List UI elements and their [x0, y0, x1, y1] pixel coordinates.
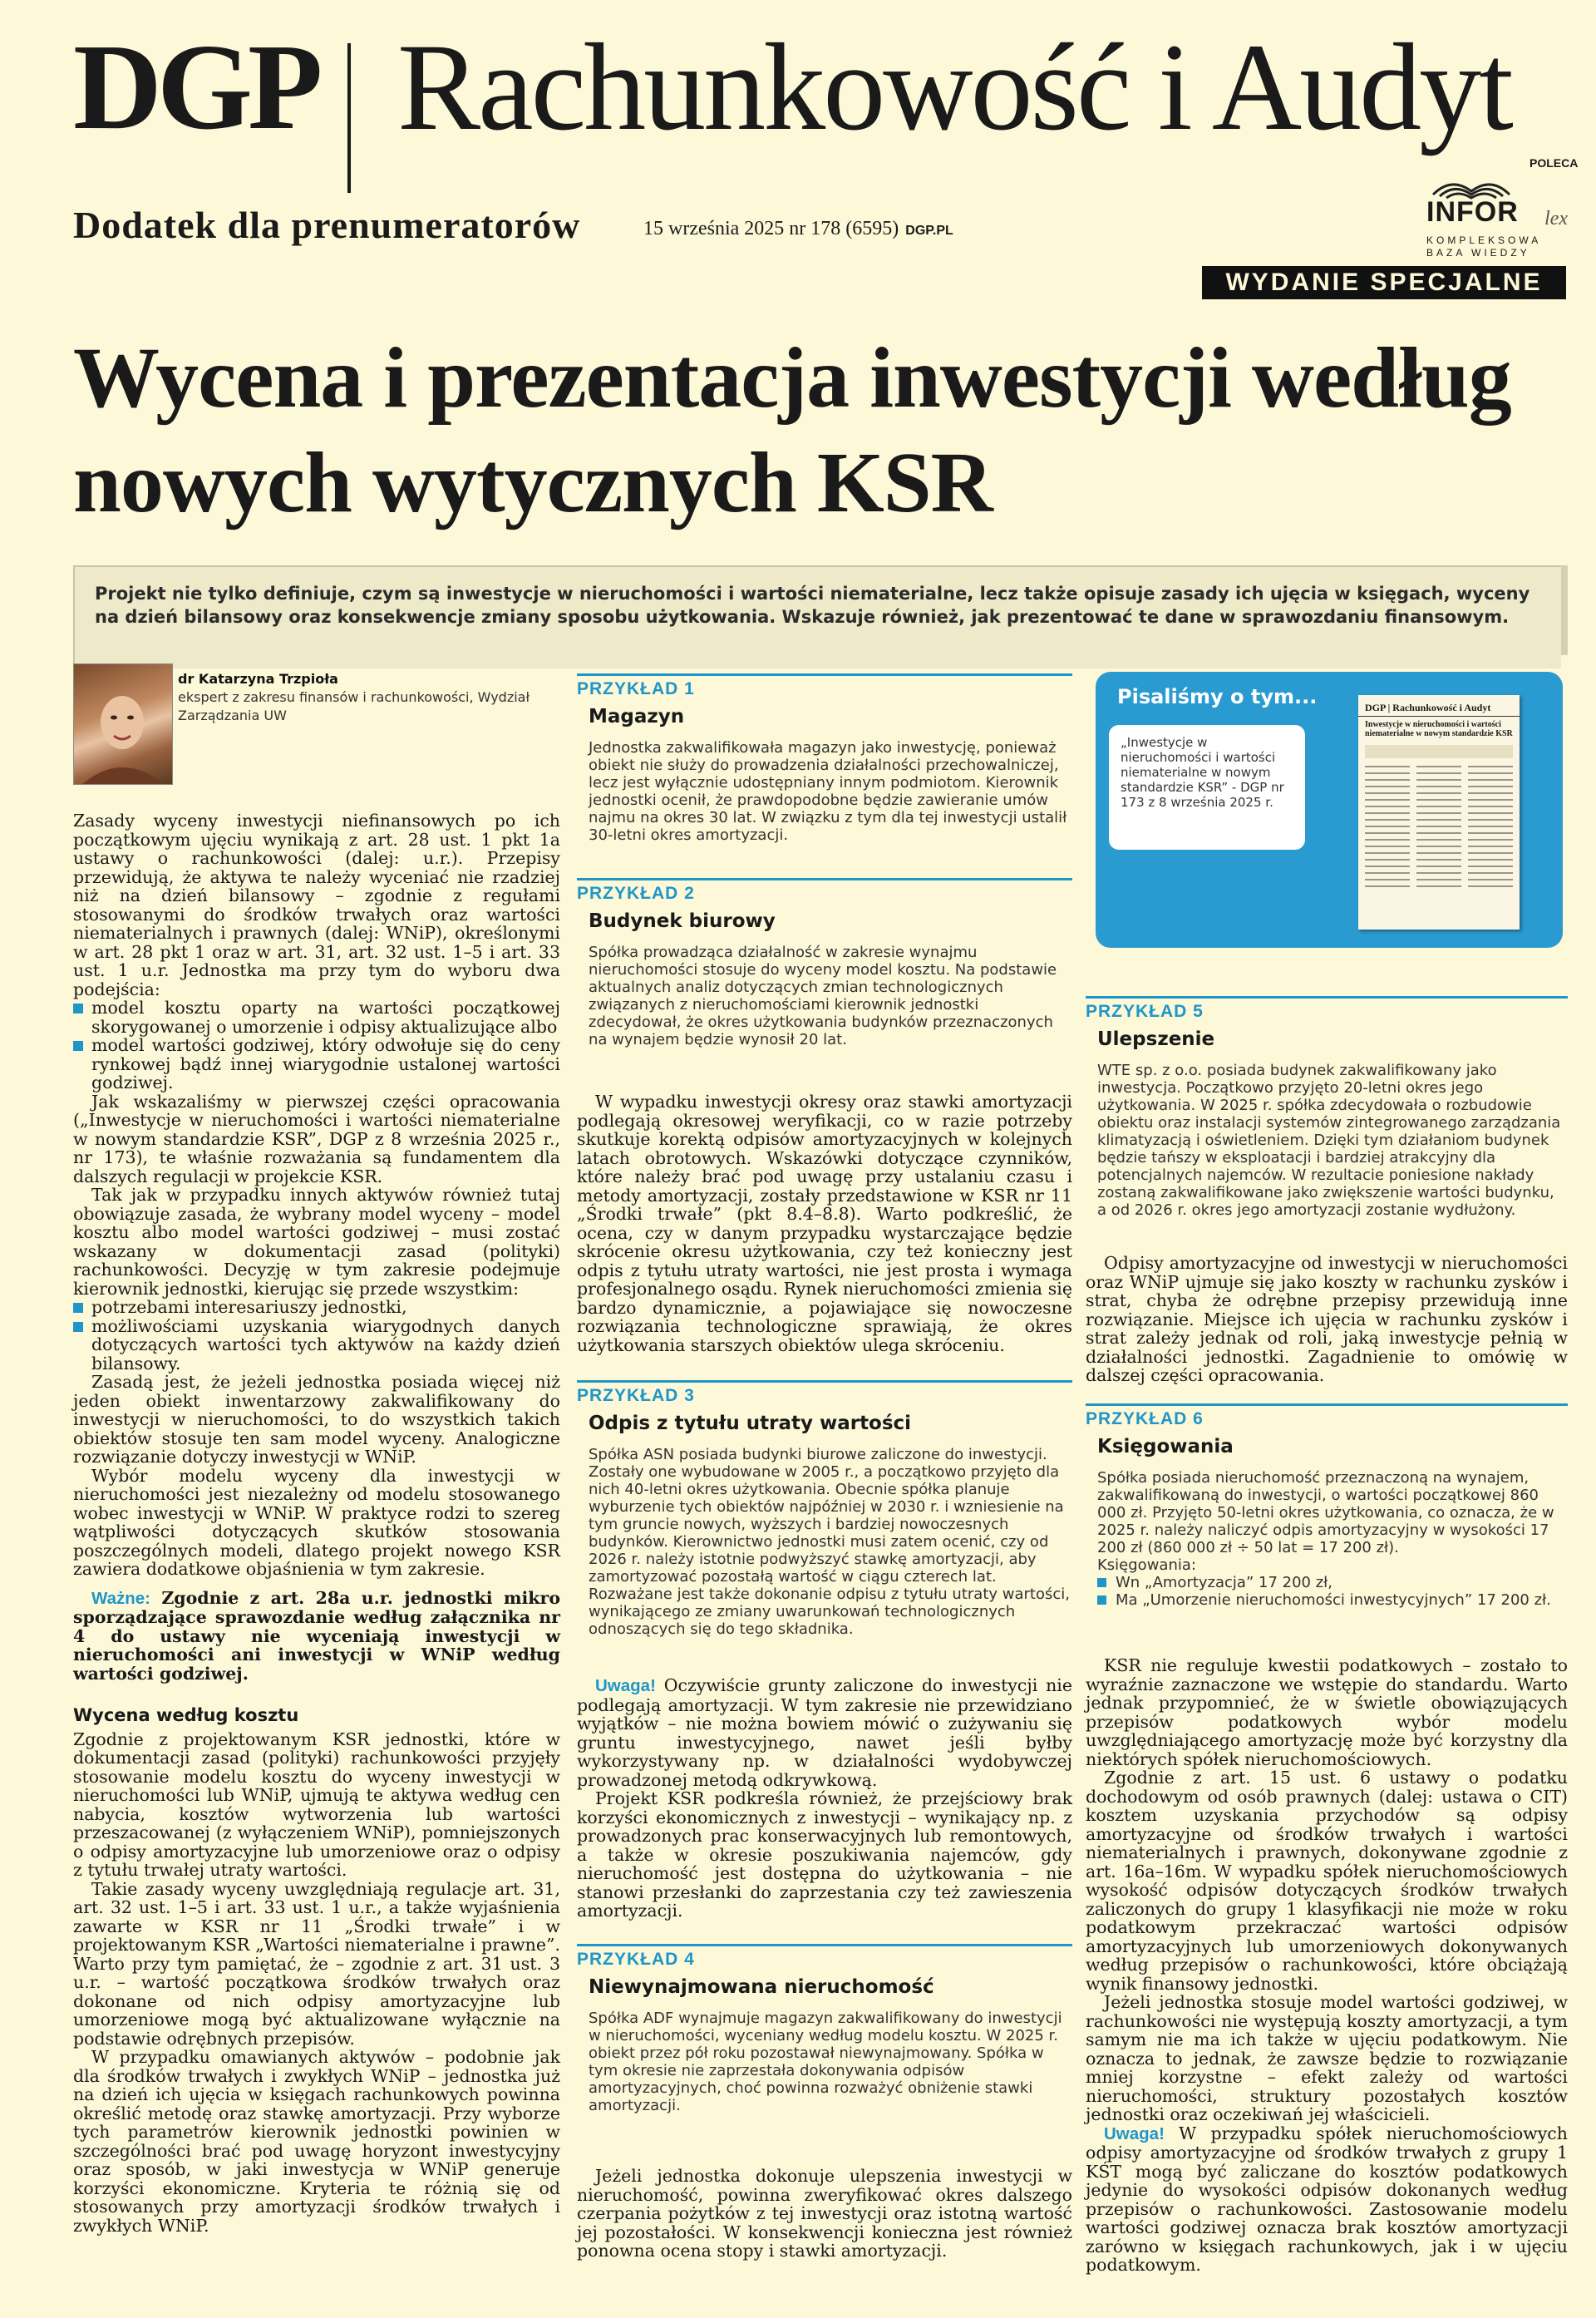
- author-photo: [73, 663, 173, 785]
- bookings-label: Księgowania:: [1097, 1556, 1196, 1574]
- bookings-list: [1097, 1574, 1568, 1609]
- paragraph: Zasadą jest, że jeżeli jednostka posiada więcej niż jeden obiekt inwentarzowy zakwalifikowany do inwestycji w nieruchomości, to do wszystkich takich obiektów stosuje ten sam model wyceny. Analogiczne rozwiązanie dotyczy inwestycji w WNiP.: [73, 1372, 560, 1467]
- paragraph: Wybór modelu wyceny dla inwestycji w nieruchomości jest niezależny od modelu stosowanego wobec inwestycji w WNiP. W praktyce rodzi to szereg wątpliwości dotyczących skutków stosowania poszczególnych modeli, dlatego projekt nowego KSR zawiera dodatkowe objaśnienia w tym zakresie.: [73, 1465, 560, 1579]
- author-info: [178, 670, 544, 725]
- warning-label: Uwaga!: [595, 1676, 656, 1695]
- example-title: Księgowania: [1097, 1436, 1234, 1457]
- column-3-text-1: [1086, 1254, 1568, 1385]
- section-title: Rachunkowość i Audyt: [397, 18, 1511, 156]
- example-body: Jednostka zakwalifikowała magazyn jako inwestycję, ponieważ obiekt nie służy do prowadzenia działalności przechowalniczej, lecz jest wyłącznie udostępniany innym podmiotom. Kierownik jednostki ocenił, że prawdopodobne będzie zawieranie umów najmu na okres 30 lat. W związku z tym dla tej inwestycji ustalił 30-letni okres amortyzacji.: [589, 739, 1067, 844]
- poleca-label: POLECA: [1530, 156, 1579, 170]
- list-item: potrzebami interesariuszy jednostki,: [73, 1298, 560, 1317]
- issue-info: [643, 218, 953, 240]
- list-item: model wartości godziwej, który odwołuje się do ceny rynkowej bądź innej wiarygodnie ustalonej wartości godziwej.: [73, 1036, 560, 1092]
- paragraph: Jak wskazaliśmy w pierwszej części opracowania („Inwestycje w nieruchomości i wartości niematerialne w nowym standardzie KSR”, DGP z 8 września 2025 r., nr 173), te właśnie rozważania są fundamentem dla dalszych regulacji w projekcie KSR.: [73, 1091, 560, 1186]
- cover-title: DGP | Rachunkowość i Audyt: [1358, 695, 1520, 717]
- booking-item: Ma „Umorzenie nieruchomości inwestycyjnych” 17 200 zł.: [1097, 1591, 1568, 1609]
- author-name: dr Katarzyna Trzpioła: [178, 671, 338, 687]
- example-4: [577, 1944, 1072, 2114]
- promo-note: „Inwestycje w nieruchomości i wartości niematerialne w nowym standardzie KSR” - DGP nr 173 z 8 września 2025 r.: [1109, 725, 1305, 850]
- paragraph: W przypadku omawianych aktywów – podobnie jak dla środków trwałych i zwykłych WNiP – jednostka już na dzień ich ujęcia w księgach rachunkowych powinna określić metodę oraz stawkę amortyzacji. Przy wyborze tych parametrów kierownik jednostki powinien w szczególności brać pod uwagę horyzont inwestycyjny oraz sposób, w jaki inwestycja w WNiP generuje korzyści ekonomiczne. Kryteria te różnią się od stosowanych przy amortyzacji środków trwałych i zwykłych WNiP.: [73, 2047, 560, 2236]
- list-item: model kosztu oparty na wartości początkowej skorygowanej o umorzenie i odpisy aktualizujące albo: [73, 999, 560, 1036]
- booking-item: Wn „Amortyzacja” 17 200 zł,: [1097, 1574, 1568, 1591]
- example-label: PRZYKŁAD 2: [577, 878, 1072, 904]
- paragraph: Zgodnie z art. 15 ust. 6 ustawy o podatku dochodowym od osób prawnych (dalej: ustawa o CIT) kosztem uzyskania przychodów są odpisy amortyzacyjne od środków trwałych i wartości niematerialnych i prawnych, dokonywane zgodnie z art. 16a–16m. W wypadku spółek nieruchomościowych wysokość odpisów dotyczących środków trwałych zaliczonych do grupy 1 klasyfikacji nie może w roku podatkowym przekraczać wartości odpisów amortyzacyjnych lub umorzeniowych dokonywanych według przepisów o rachunkowości, które obciążają wynik finansowy jednostki.: [1086, 1768, 1568, 1994]
- example-3: [577, 1380, 1072, 1638]
- site-link[interactable]: DGP.PL: [905, 224, 953, 238]
- warning-text: W przypadku spółek nieruchomościowych odpisy amortyzacyjne od środków trwałych z grupy 1 KŚT mogą być zaliczane do kosztów podatkowych jedynie do wysokości odpisów dokonanych według przepisów o rachunkowości. Zastosowanie modelu wartości godziwej oznacza brak kosztów amortyzacji zarówno w księgach rachunkowych, jak i w ujęciu podatkowym.: [1086, 2123, 1568, 2275]
- column-2-text-1: [577, 1092, 1072, 1354]
- important-note: [73, 1589, 560, 1684]
- example-label: PRZYKŁAD 1: [577, 673, 1072, 699]
- promo-cover-thumbnail[interactable]: [1358, 695, 1520, 930]
- special-edition-banner: WYDANIE SPECJALNE: [1202, 266, 1566, 299]
- example-label: PRZYKŁAD 3: [577, 1380, 1072, 1406]
- infor-logo: INFOR: [1426, 196, 1519, 228]
- example-label: PRZYKŁAD 6: [1086, 1403, 1568, 1429]
- infor-lex-logo: lex: [1544, 208, 1568, 229]
- paragraph: Zasady wyceny inwestycji niefinansowych po ich początkowym ujęciu wynikają z art. 28 ust. 1 pkt 1a ustawy o rachunkowości (dalej: u.r.). Przepisy przewidują, że aktywa te należy wyceniać nie rzadziej niż na dzień bilansowy – zgodnie z regułami stosowanymi do środków trwałych oraz wartości niematerialnych i prawnych (dalej: WNiP), określonymi w art. 28 pkt 1 oraz w art. 31, art. 32 ust. 1–5 i art. 33 ust. 1 u.r. Jednostka ma przy tym do wyboru dwa podejścia:: [73, 811, 560, 999]
- author-portrait-icon: [74, 664, 172, 784]
- example-body: Spółka ADF wynajmuje magazyn zakwalifikowany do inwestycji w nieruchomości, wyceniany według modelu kosztu. W 2025 r. obiekt przez pół roku pozostawał niewynajmowany. Spółka w tym okresie nie zaprzestała dokonywania odpisów amortyzacyjnych, choć powinna rozważyć obniżenie stawki amortyzacji.: [589, 2010, 1062, 2114]
- column-2-text-2: [577, 1676, 1072, 1921]
- book-icon: [1430, 171, 1513, 200]
- paragraph: Odpisy amortyzacyjne od inwestycji w nieruchomości oraz WNiP ujmuje się jako koszty w rachunku zysków i strat, chyba że odrębne przepisy przewidują inne rozwiązanie. Miejsce ich ujęcia w rachunku zysków i strat zależy jednak od roli, jaką inwestycje pełnią w działalności jednostki. Zagadnienie to omówię w dalszej części opracowania.: [1086, 1253, 1568, 1385]
- warning-text: Oczywiście grunty zaliczone do inwestycji nie podlegają amortyzacji. W tym zakresie nie przewidziano wyjątków – nie można bowiem mówić o zużywaniu się gruntu inwestycyjnego, nawet jeśli byłby wykorzystywany np. w działalności wydobywczej prowadzonej metodą odkrywkową.: [577, 1675, 1072, 1790]
- author-role: ekspert z zakresu finansów i rachunkowości, Wydział Zarządzania UW: [178, 689, 530, 723]
- section-heading: Wycena według kosztu: [73, 1705, 299, 1725]
- example-label: PRZYKŁAD 5: [1086, 996, 1568, 1022]
- example-title: Ulepszenie: [1097, 1028, 1215, 1050]
- paragraph: Takie zasady wyceny uwzględniają regulacje art. 31, art. 32 ust. 1–5 i art. 33 ust. 1 u.r., a także wyjaśnienia zawarte w KSR nr 11 „Środki trwałe” i w projektowanym KSR „Wartości niematerialne i prawne”. Warto przy tym pamiętać, że – zgodnie z art. 31 ust. 3 u.r. – wartość początkowa środków trwałych oraz dokonane od nich odpisy amortyzacyjne lub umorzeniowe mogą być aktualizowane wyłącznie na podstawie odrębnych przepisów.: [73, 1878, 560, 2049]
- column-2-text-3: [577, 2167, 1072, 2261]
- important-text: Zgodnie z art. 28a u.r. jednostki mikro sporządzające sprawozdanie według załącznika nr 4 do ustawy nie wyceniają inwestycji w nieruchomości ani inwestycji w WNiP według wartości godziwej.: [73, 1587, 560, 1684]
- model-list: [73, 999, 560, 1092]
- paragraph: Jeżeli jednostka stosuje model wartości godziwej, w rachunkowości nie występują koszty amortyzacji, a tym samym nie ma ich także w ujęciu podatkowym. Nie oznacza to jednak, że zawsze będzie to rozwiązanie mniej korzystne – efekt zależy od wartości nieruchomości, struktury pozostałych kosztów jednostki oraz oczekiwań jej właścicieli.: [1086, 1992, 1568, 2124]
- brand-logo: DGP: [73, 19, 318, 155]
- example-title: Niewynajmowana nieruchomość: [589, 1976, 934, 1998]
- example-body: [1097, 1469, 1568, 1609]
- warning-note: [577, 1676, 1072, 1789]
- infor-tagline: KOMPLEKSOWA BAZA WIEDZY: [1426, 234, 1541, 259]
- example-title: Odpis z tytułu utraty wartości: [589, 1413, 912, 1434]
- criteria-list: [73, 1298, 560, 1373]
- example-text: Spółka posiada nieruchomość przeznaczoną na wynajem, zakwalifikowaną do inwestycji, o wartości początkowej 860 000 zł. Przyjęto 50-letni okres użytkowania, co oznacza, że w 2025 r. należy naliczyć odpis amortyzacyjny w wysokości 17 200 zł (860 000 zł ÷ 50 lat = 17 200 zł).: [1097, 1469, 1554, 1556]
- issue-date: 15 września 2025 nr 178 (6595): [643, 218, 899, 239]
- article-lead: Projekt nie tylko definiuje, czym są inwestycje w nieruchomości i wartości niematerialne, lecz także opisuje zasady ich ujęcia w księgach, wyceny na dzień bilansowy oraz konsekwencje zmiany sposobu użytkowania. Wskazuje również, jak prezentować te dane w sprawozdaniu finansowym.: [73, 565, 1561, 668]
- example-label: PRZYKŁAD 4: [577, 1944, 1072, 1970]
- paragraph: Projekt KSR podkreśla również, że przejściowy brak korzyści ekonomicznych z inwestycji – wynikający np. z prowadzonych prac konserwacyjnych lub remontowych, a także w okresie poszukiwania najemców, gdy nieruchomość jest dostępna do użytkowania – nie stanowi przesłanki do zaprzestania czy też zawieszenia amortyzacji.: [577, 1788, 1072, 1921]
- promo-title: Pisaliśmy o tym...: [1117, 685, 1318, 708]
- cover-text-lines-icon: [1358, 742, 1520, 925]
- example-body: Spółka prowadząca działalność w zakresie wynajmu nieruchomości stosuje do wyceny model kosztu. Na podstawie aktualnych analiz dotyczących zmian technologicznych związanych z nieruchomościami kierownik jednostki zdecydował, że okres użytkowania budynków przeznaczonych na wynajem będzie wynosił 20 lat.: [589, 944, 1057, 1048]
- column-1: [73, 811, 560, 2235]
- warning-label: Uwaga!: [1104, 2123, 1165, 2143]
- article-headline: Wycena i prezentacja inwestycji według nowych wytycznych KSR: [73, 330, 1511, 530]
- example-body: WTE sp. z o.o. posiada budynek zakwalifikowany jako inwestycja. Początkowo przyjęto 20-letni okres jego użytkowania. W 2025 r. spółka zdecydowała o rozbudowie obiektu oraz instalacji systemów zintegrowanego zarządzania klimatyzacją i oświetleniem. Dzięki tym działaniom budynek będzie tańszy w eksploatacji i bardziej atrakcyjny dla potencjalnych najemców. W rezultacie poniesione nakłady zostaną zakwalifikowane jako zwiększenie wartości budynku, a od 2026 r. okres jego amortyzacji zostanie wydłużony.: [1097, 1062, 1561, 1219]
- paragraph: W wypadku inwestycji okresy oraz stawki amortyzacji podlegają okresowej weryfikacji, co w razie potrzeby skutkuje korektą odpisów amortyzacyjnych w kolejnych latach obrotowych. Wskazówki dotyczące czynników, które należy brać pod uwagę przy ustalaniu czasu i metody amortyzacji, zostały przedstawione w KSR nr 11 „Środki trwałe” (pkt 8.4–8.8). Warto podkreślić, że ocena, czy w danym przypadku wystarczające będzie skrócenie okresu użytkowania, czy też konieczny jest odpis z tytułu utraty wartości, nie jest prosta i wymaga profesjonalnego osądu. Rynek nieruchomości zmienia się bardzo dynamicznie, a pojawiające się nowoczesne rozwiązania technologiczne sprawiają, że okres użytkowania starszych obiektów ulega skróceniu.: [577, 1092, 1072, 1355]
- list-item: możliwościami uzyskania wiarygodnych danych dotyczących wartości tych aktywów na każdy dzień bilansowy.: [73, 1317, 560, 1374]
- example-body: Spółka ASN posiada budynki biurowe zaliczone do inwestycji. Zostały one wybudowane w 2005 r., a początkowo przyjęto dla nich 40-letni okres użytkowania. Obecnie spółka planuje wyburzenie tych obiektów najpóźniej w 2030 r. i wzniesienie na tym gruncie nowych, wyższych i bardziej nowoczesnych budynków. Kierownictwo jednostki musi zatem ocenić, czy od 2026 r. należy istotnie podwyższyć stawkę amortyzacji, aby zamortyzować pozostałą wartość w ciągu czterech lat. Rozważane jest także dokonanie odpisu z tytułu utraty wartości, wynikającego ze zmiany uwarunkowań technologicznych odnoszących się do tego składnika.: [589, 1446, 1070, 1638]
- example-6: [1086, 1403, 1568, 1609]
- example-title: Budynek biurowy: [589, 910, 776, 932]
- supplement-subtitle: Dodatek dla prenumeratorów: [73, 204, 581, 246]
- example-1: [577, 673, 1072, 844]
- example-title: Magazyn: [589, 706, 685, 727]
- paragraph: Jeżeli jednostka dokonuje ulepszenia inwestycji w nieruchomość, powinna zweryfikować okres dalszego czerpania pożytków z tej inwestycji oraz istotną wartość jej pozostałości. W konsekwencji konieczna jest również ponowna ocena stopy i stawki amortyzacji.: [577, 2166, 1072, 2261]
- paragraph: Zgodnie z projektowanym KSR jednostki, które w dokumentacji zasad (polityki) rachunkowości przyjęły stosowanie modelu kosztu do wyceny inwestycji w nieruchomości lub WNiP, ujmują te aktywa według cen nabycia, kosztów wytworzenia lub wartości przeszacowanej (z wyłączeniem WNiP), pomniejszonych o odpisy amortyzacyjne lub umorzeniowe oraz o odpisy z tytułu trwałej utraty wartości.: [73, 1729, 560, 1880]
- example-5: [1086, 996, 1568, 1219]
- cover-headline: Inwestycje w nieruchomości i wartości niematerialne w nowym standardzie KSR: [1365, 720, 1513, 738]
- column-3-text-2: [1086, 1656, 1568, 2275]
- paragraph: KSR nie reguluje kwestii podatkowych – zostało to wyraźnie zaznaczone we wstępie do standardu. Warto jednak przypomnieć, że w świetle obowiązujących przepisów podatkowych wybór modelu uwzględniającego amortyzację może być korzystny dla niektórych spółek nieruchomościowych.: [1086, 1655, 1568, 1769]
- example-2: [577, 878, 1072, 1048]
- paragraph: Tak jak w przypadku innych aktywów również tutaj obowiązuje zasada, że wybrany model wyceny – model kosztu albo model wartości godziwej – musi zostać wskazany w dokumentacji zasad (polityki) rachunkowości. Decyzję w tym zakresie podejmuje kierownik jednostki, kierując się przede wszystkim:: [73, 1185, 560, 1299]
- warning-note: [1086, 2124, 1568, 2275]
- important-label: Ważne:: [91, 1588, 150, 1608]
- masthead-divider: [347, 43, 351, 193]
